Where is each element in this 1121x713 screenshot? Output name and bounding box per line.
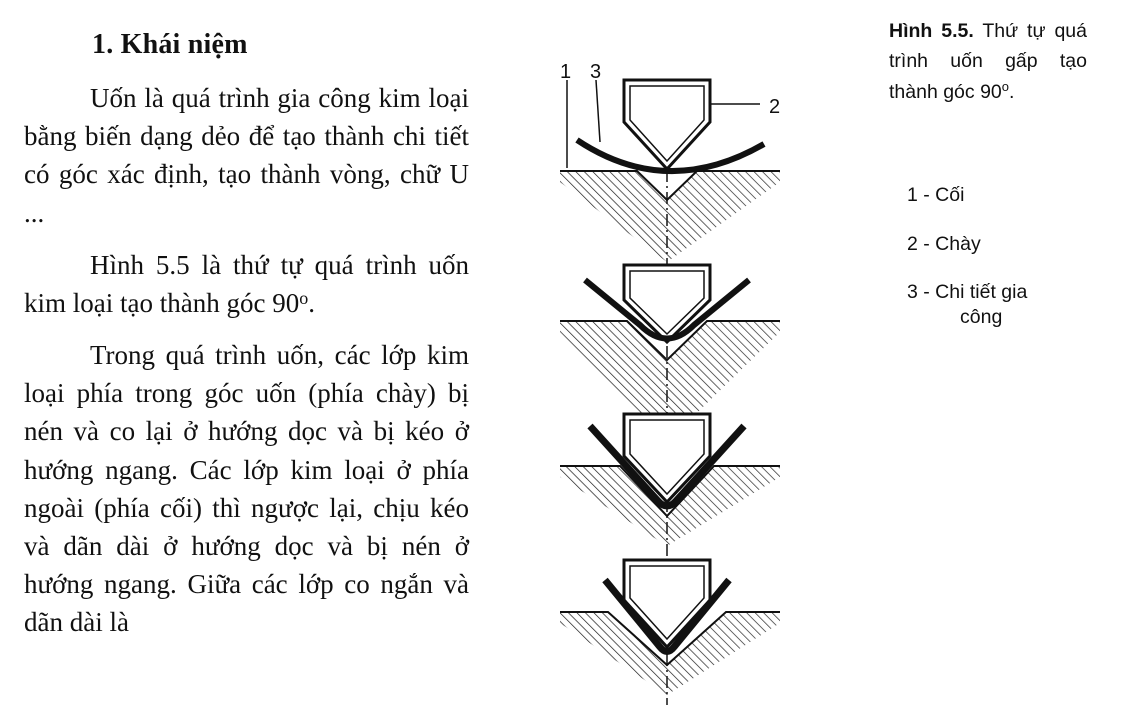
figure-legend bbox=[907, 183, 1107, 353]
paragraph-figure-reference bbox=[24, 246, 469, 322]
stage-4 bbox=[560, 560, 780, 695]
die-block bbox=[560, 171, 780, 262]
paragraph-1: Uốn là quá trình gia công kim loại bằng biến dạng dẻo để tạo thành chi tiết có góc xác định, tạo thành vòng, chữ U ... bbox=[24, 83, 469, 228]
callout-leader-3 bbox=[596, 80, 600, 142]
caption-degree-superscript: o bbox=[1001, 78, 1009, 94]
paragraph-2-text: Hình 5.5 là thứ tự quá trình uốn kim loại tạo thành góc 90 bbox=[24, 250, 469, 319]
degree-superscript: o bbox=[299, 288, 309, 309]
section-heading: 1. Khái niệm bbox=[92, 29, 248, 60]
callout-die-number: 1 bbox=[560, 61, 572, 83]
punch bbox=[624, 560, 710, 647]
stage-1 bbox=[560, 61, 780, 262]
callout-punch-number: 2 bbox=[769, 96, 781, 118]
legend-item-workpiece: 3 - Chi tiết gia bbox=[907, 281, 1028, 303]
figure-caption-end: . bbox=[1009, 80, 1015, 103]
paragraph-3: Trong quá trình uốn, các lớp kim loại phía trong góc uốn (phía chày) bị nén và co lại ở hướng dọc và bị kéo ở hướng ngang. Các lớp kim loại ở phía ngoài (phía cối) thì ngược lại, chịu kéo và dãn dài ở hướng dọc và bị nén ở hướng ngang. Giữa các lớp co ngắn và dãn dài là bbox=[24, 340, 469, 638]
callout-workpiece-number: 3 bbox=[590, 61, 602, 83]
figure-caption bbox=[889, 16, 1087, 107]
paragraph-2-end: . bbox=[308, 288, 315, 319]
figure-label: Hình 5.5. bbox=[889, 20, 974, 42]
figure-caption-text: Thứ tự quá trình uốn gấp tạo thành góc 90 bbox=[889, 20, 1087, 103]
stage-3 bbox=[560, 414, 780, 546]
legend-item-punch: 2 - Chày bbox=[907, 232, 981, 255]
legend-item-die: 1 - Cối bbox=[907, 184, 965, 206]
paragraph-definition bbox=[24, 79, 469, 232]
paragraph-bending-process bbox=[24, 336, 469, 642]
bending-stages-figure bbox=[540, 60, 790, 705]
punch bbox=[624, 80, 710, 169]
legend-item-workpiece-continued: công bbox=[960, 305, 1003, 328]
